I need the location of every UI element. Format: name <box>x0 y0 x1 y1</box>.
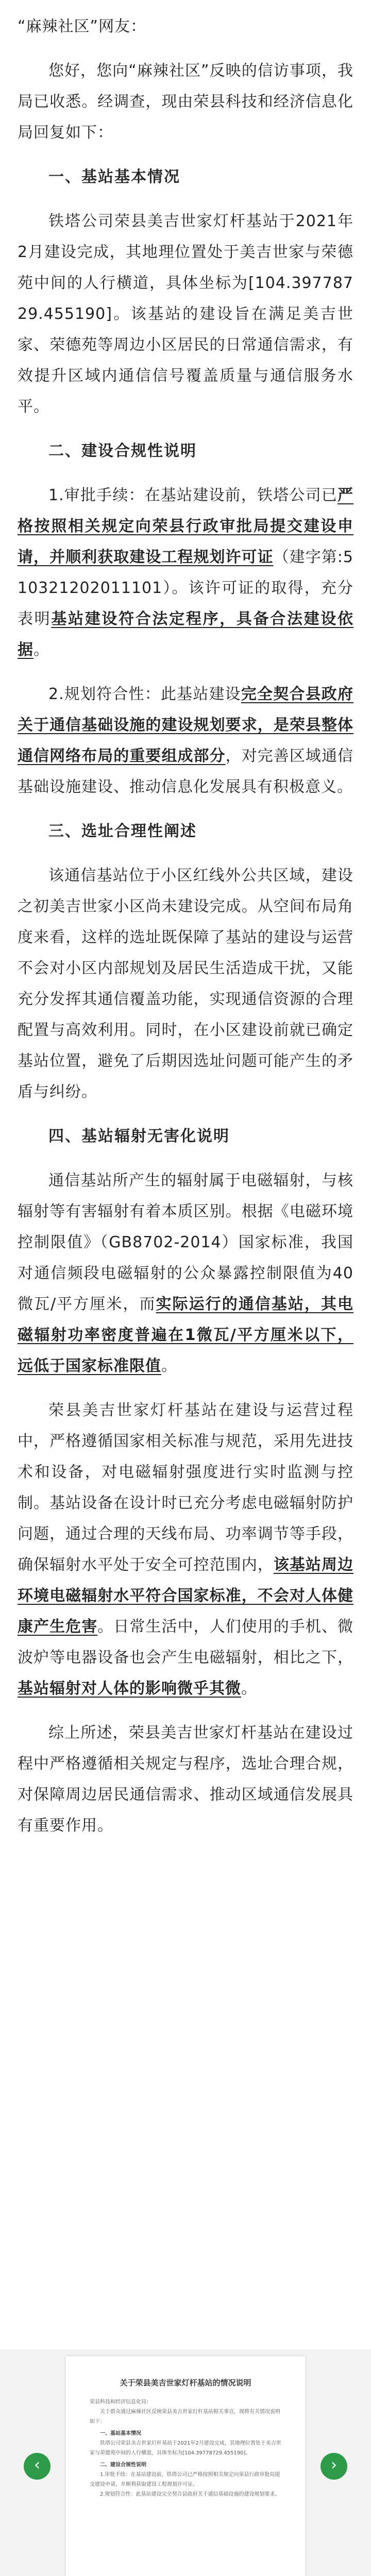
section-3-paragraph: 该通信基站位于小区红线外公共区域，建设之初美吉世家小区尚未建设完成。从空间布局角度来看，这样的选址既保障了基站的建设与运营不会对小区内部规划及居民生活造成干扰，又能充分发挥其通信覆盖功能，实现通信资源的合理配置与高效利用。同时，在小区建设前就已确定基站位置，避免了后期因选址问题可能产生的矛盾与纠纷。 <box>18 867 353 1101</box>
document-line: 铁塔公司荣县美吉世家灯杆基站于2021年2月建设完成，其地理位置处于美吉世家与荣德苑中间的人行横道，具体坐标为[104.39778729.455190]。 <box>90 2441 281 2456</box>
section-1-paragraph: 铁塔公司荣县美吉世家灯杆基站于2021年2月建设完成，其地理位置处于美吉世家与荣德苑中间的人行横道，具体坐标为[104.39778729.455190]。该基站的建设旨在满足美吉世家、荣德苑等周边小区居民的日常通信需求，有效提升区域内通信信号覆盖质量与通信服务水平。 <box>18 212 353 416</box>
standard-text: 通信基站所产生的辐射属于电磁辐射，与核辐射等有害辐射有着本质区别。根据《电磁环境控制限值》（GB8702-2014）国家标准，我国对通信频段电磁辐射的公众暴露控制限值为40微瓦/平方厘米，而 <box>18 1172 353 1313</box>
approval-highlight-2: 基站建设符合法定程序，具备合法建设依据 <box>18 610 354 659</box>
carousel-next-icon[interactable]: › <box>321 2453 347 2480</box>
standard-text-2: 。 <box>161 1357 177 1375</box>
intro-paragraph: 您好，您向“麻辣社区”反映的信访事项，我局已收悉。经调查，现由荣县科技和经济信息化局回复如下： <box>18 62 353 142</box>
operation-highlight: 该基站周边环境电磁辐射水平符合国家标准，不会对人体健康产生危害 <box>18 1556 354 1636</box>
section-2-approval-paragraph <box>18 480 353 666</box>
section-4-title: 四、基站辐射无害化说明 <box>48 1127 230 1145</box>
planning-text: 2.规划符合性：此基站建设 <box>48 685 241 703</box>
greeting: “麻辣社区”网友： <box>18 18 147 36</box>
image-carousel[interactable] <box>0 2349 371 2576</box>
document-line: 一、基站基本情况 <box>100 2431 141 2436</box>
section-2-title: 二、建设合规性说明 <box>48 442 197 460</box>
approval-text-3: 。 <box>33 641 49 659</box>
section-4-standard-paragraph <box>18 1165 353 1382</box>
section-1-title: 一、基站基本情况 <box>48 168 180 186</box>
operation-text-3: 。 <box>241 1680 257 1698</box>
approval-text-2: （建字第:510321202011101）。该许可证的取得，充分表明 <box>18 548 353 628</box>
document-line: 荣县科技和经济信息化局： <box>90 2399 151 2405</box>
document-line: 2.规划符合性：此基站建设完全契合县政府关于通信基础设施的建设规划要求。 <box>100 2492 280 2497</box>
document-line: 二、建设合规性说明 <box>100 2462 146 2468</box>
section-3-title: 三、选址合理性阐述 <box>48 822 197 840</box>
document-line: 关于群众通过麻辣社区反映荣县美吉世家灯杆基站相关事宜，现将有关情况说明如下： <box>90 2409 280 2425</box>
section-4-operation-paragraph <box>18 1395 353 1704</box>
operation-highlight-2: 基站辐射对人体的影响微乎其微 <box>18 1680 241 1698</box>
approval-text: 1.审批手续：在基站建设前，铁塔公司已 <box>48 486 338 504</box>
approval-highlight: 严格按照相关规定向荣县行政审批局提交建设申请，并顺利获取建设工程规划许可证 <box>18 486 353 566</box>
document-image[interactable] <box>66 2357 305 2576</box>
planning-highlight: 完全契合县政府关于通信基础设施的建设规划要求，是荣县整体通信网络布局的重要组成部分 <box>18 685 353 765</box>
document-title: 关于荣县美吉世家灯杆基站的情况说明 <box>120 2378 251 2387</box>
operation-text: 荣县美吉世家灯杆基站在建设与运营过程中，严格遵循国家相关标准与规范，采用先进技术和设备，对电磁辐射强度进行实时监测与控制。基站设备在设计时已充分考虑电磁辐射防护问题，通过合理的天线布局、功率调节等手段，确保辐射水平处于安全可控范围内， <box>18 1401 353 1574</box>
section-2-planning-paragraph <box>18 679 353 803</box>
operation-text-2: 。日常生活中，人们使用的手机、微波炉等电器设备也会产生电磁辐射，相比之下， <box>18 1618 353 1667</box>
conclusion-paragraph: 综上所述，荣县美吉世家灯杆基站在建设过程中严格遵循相关规定与程序，选址合理合规，对保障周边居民通信需求、推动区域通信发展具有重要作用。 <box>18 1724 353 1835</box>
standard-highlight: 实际运行的通信基站，其电磁辐射功率密度普遍在1微瓦/平方厘米以下，远低于国家标准限值 <box>18 1295 354 1375</box>
planning-text-2: ，对完善区域通信基础设施建设、推动信息化发展具有积极意义。 <box>18 747 354 796</box>
carousel-prev-icon[interactable]: ‹ <box>24 2453 50 2480</box>
document-line: 1.审批手续：在基站建设前，铁塔公司已严格按照相关规定向荣县行政审批局提交建设申请，并顺利获取建设工程规划许可证。 <box>90 2472 280 2487</box>
